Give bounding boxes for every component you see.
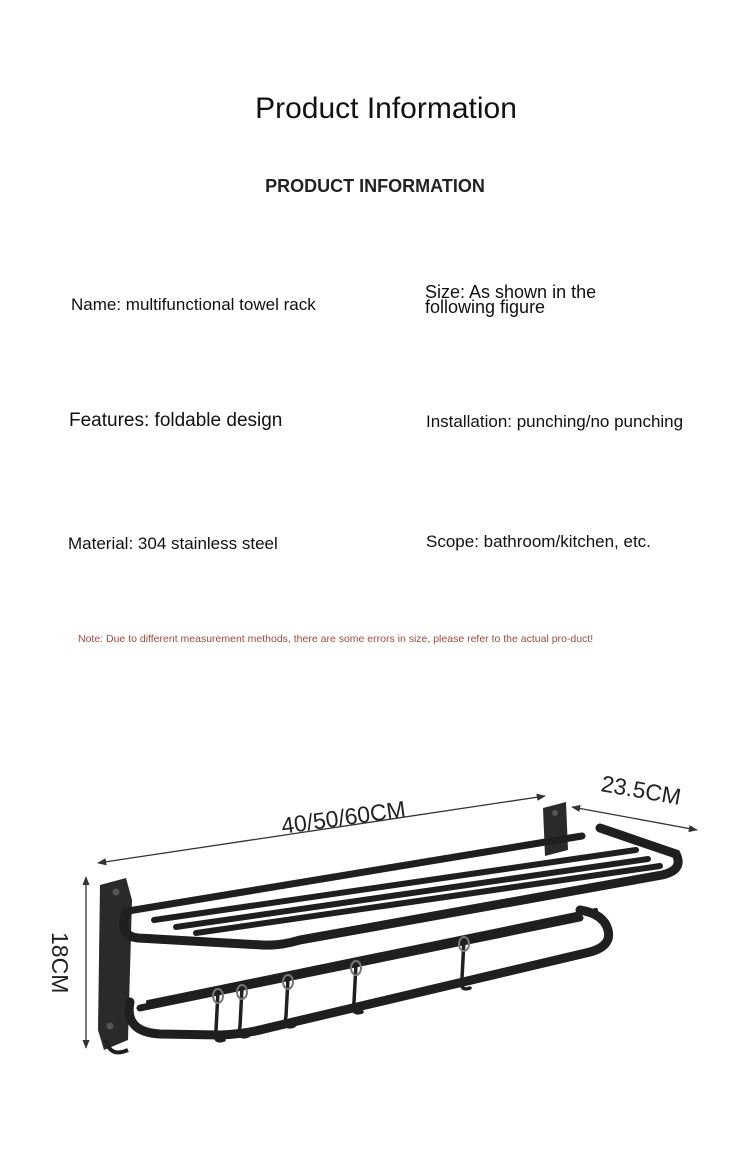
spec-name: Name: multifunctional towel rack: [71, 295, 316, 314]
towel-rack-diagram: [0, 740, 750, 1070]
length-label: 40/50/60CM: [279, 795, 408, 839]
spec-features: Features: foldable design: [69, 410, 283, 431]
spec-installation: Installation: punching/no punching: [426, 412, 684, 431]
spec-size-line2: following figure: [425, 297, 546, 317]
spec-material: Material: 304 stainless steel: [68, 534, 278, 553]
left-wall-bracket: [98, 878, 132, 1052]
page-title: Product Information: [255, 92, 517, 125]
section-subtitle: PRODUCT INFORMATION: [265, 176, 485, 196]
spec-size-line1: Size: As shown in the: [425, 282, 597, 302]
right-wall-bracket: [543, 802, 568, 856]
top-shelf: [124, 828, 678, 945]
spec-scope: Scope: bathroom/kitchen, etc.: [426, 532, 651, 551]
depth-label: 23.5CM: [599, 770, 684, 810]
height-label: 18CM: [47, 932, 73, 994]
depth-dimension-line: [572, 807, 697, 830]
measurement-note: Note: Due to different measurement methods, there are some errors in size, please refer to the actual pro-duct!: [78, 633, 594, 645]
spec-size: [425, 282, 645, 317]
